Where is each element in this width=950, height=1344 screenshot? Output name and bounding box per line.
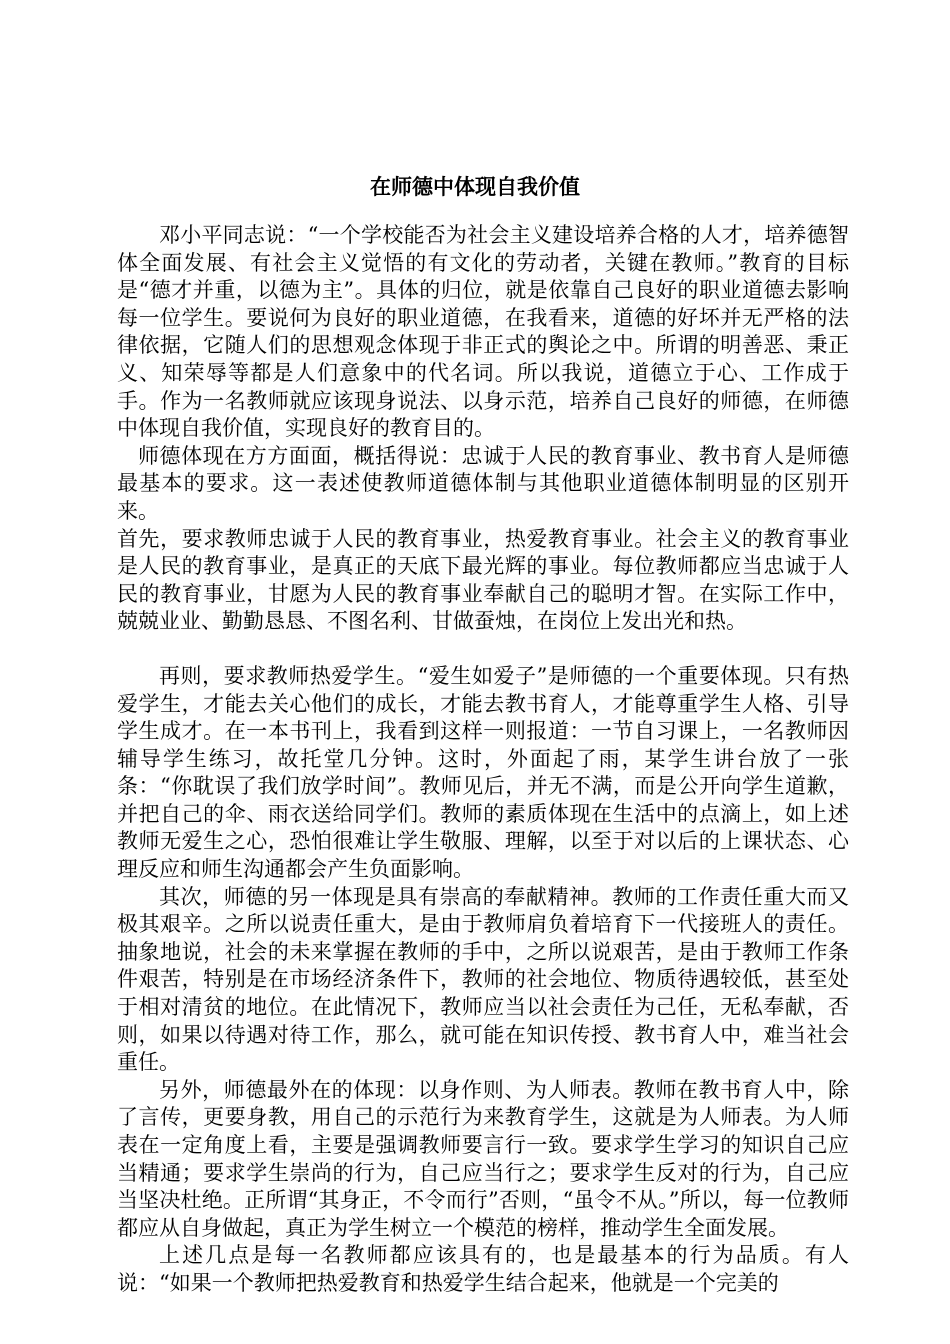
paragraph-4: 再则，要求教师热爱学生。“爱生如爱子”是师德的一个重要体现。只有热爱学生，才能去关心他们的成长，才能去教书育人，才能尊重学生人格、引导学生成才。在一本书刊上，我看到这样一则报道：一节自习课上，一名教师因辅导学生练习，故托堂几分钟。这时，外面起了雨，某学生讲台放了一张条：“你耽误了我们放学时间”。教师见后，并无不满，而是公开向学生道歉，并把自己的伞、雨衣送给同学们。教师的素质体现在生活中的点滴上，如上述教师无爱生之心，恐怕很难让学生敬服、理解，以至于对以后的上课状态、心理反应和师生沟通都会产生负面影响。 — [117, 663, 849, 882]
paragraph-3: 首先，要求教师忠诚于人民的教育事业，热爱教育事业。社会主义的教育事业是人民的教育事业，是真正的天底下最光辉的事业。每位教师都应当忠诚于人民的教育事业，甘愿为人民的教育事业奉献自己的聪明才智。在实际工作中，兢兢业业、勤勤恳恳、不图名利、甘做蚕烛，在岗位上发出光和热。 — [117, 526, 849, 634]
document-title: 在师德中体现自我价值 — [370, 175, 580, 199]
paragraph-5: 其次，师德的另一体现是具有崇高的奉献精神。教师的工作责任重大而又极其艰辛。之所以说责任重大，是由于教师肩负着培育下一代接班人的责任。抽象地说，社会的未来掌握在教师的手中，之所以说艰苦，是由于教师工作条件艰苦，特别是在市场经济条件下，教师的社会地位、物质待遇较低，甚至处于相对清贫的地位。在此情况下，教师应当以社会责任为己任，无私奉献，否则，如果以待遇对待工作，那么，就可能在知识传授、教书育人中，难当社会重任。 — [117, 884, 849, 1075]
document-body — [117, 222, 849, 1298]
paragraph-6: 另外，师德最外在的体现：以身作则、为人师表。教师在教书育人中，除了言传，更要身教，用自己的示范行为来教育学生，这就是为人师表。为人师表在一定角度上看，主要是强调教师要言行一致。要求学生学习的知识自己应当精通；要求学生崇尚的行为，自己应当行之；要求学生反对的行为，自己应当坚决杜绝。正所谓“其身正，不令而行”否则，“虽令不从。”所以，每一位教师都应从自身做起，真正为学生树立一个模范的榜样，推动学生全面发展。 — [117, 1077, 849, 1240]
paragraph-7: 上述几点是每一名教师都应该具有的，也是最基本的行为品质。有人说：“如果一个教师把热爱教育和热爱学生结合起来，他就是一个完美的 — [117, 1243, 849, 1295]
paragraph-2: 师德体现在方方面面，概括得说：忠诚于人民的教育事业、教书育人是师德最基本的要求。这一表述使教师道德体制与其他职业道德体制明显的区别开来。 — [117, 443, 849, 523]
paragraph-1: 邓小平同志说：“一个学校能否为社会主义建设培养合格的人才，培养德智体全面发展、有社会主义觉悟的有文化的劳动者，关键在教师。”教育的目标是“德才并重，以德为主”。具体的归位，就是依靠自己良好的职业道德去影响每一位学生。要说何为良好的职业道德，在我看来，道德的好坏并无严格的法律依据，它随人们的思想观念体现于非正式的舆论之中。所谓的明善恶、秉正义、知荣辱等都是人们意象中的代名词。所以我说，道德立于心、工作成于手。作为一名教师就应该现身说法、以身示范，培养自己良好的师德，在师德中体现自我价值，实现良好的教育目的。 — [117, 223, 849, 441]
